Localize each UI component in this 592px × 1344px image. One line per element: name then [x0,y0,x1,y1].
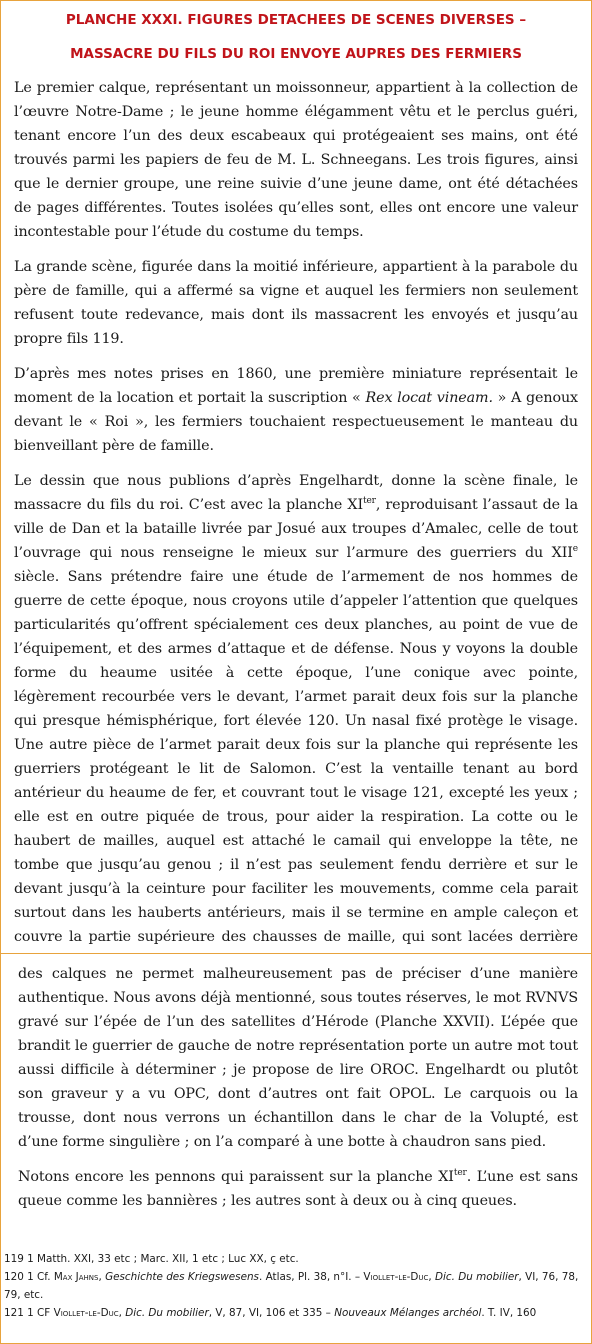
latin-inscription: Rex locat vineam. [365,390,493,406]
paragraph-3-text-b: » A genoux devant le « Roi », les fermiers touchaient respectueusement le manteau du bienveillant père de famille. [14,390,578,454]
page-title: PLANCHE XXXI. FIGURES DETACHEES DE SCENES DIVERSES – [65,12,527,28]
work-title: Nouveaux Mélanges archéol [334,1307,482,1319]
footnote-text: . Atlas, Pl. 38, n°I. – [258,1271,364,1283]
work-title: Dic. Du mobilier [435,1271,519,1283]
page-subtitle: MASSACRE DU FILS DU ROI ENVOYE AUPRES DES FERMIERS [70,46,522,62]
paragraph-3-text-a: D’après mes notes prises en 1860, une première miniature représentait le moment de la location et portait la suscription « [14,366,578,406]
superscript-ter: ter [453,1168,467,1179]
footnote-text: , [118,1307,126,1319]
paragraph-1: Le premier calque, représentant un moissonneur, appartient à la collection de l’œuvre Notre-Dame ; le jeune homme élégamment vêtu et le perclus guéri, tenant encore l’un des deux escabeaux qui protégeaient ses mains, ont été trouvés parmi les papiers de feu de M. L. Schneegans. Les trois figures, ainsi que le dernier groupe, une reine suivie d’une jeune dame, ont été détachées de pages différentes. Toutes isolées qu’elles sont, elles ont encore une valeur incontestable pour l’étude du costume du temps. [14,80,578,240]
footnote-text: 121 1 CF [4,1307,54,1319]
author-name: Viollet-le-Duc [53,1307,119,1319]
page-section-lower [0,954,592,1344]
paragraph-2: La grande scène, figurée dans la moitié inférieure, appartient à la parabole du père de famille, qui a affermé sa vigne et auquel les fermiers non seulement refusent toute redevance, mais dont ils massacrent les envoyés et jusqu’au propre fils 119. [14,259,578,347]
footnote-text: 120 1 Cf. [4,1271,54,1283]
paragraph-4-text-a: Le dessin que nous publions d’après Engelhardt, donne la scène finale, le massacre du fils du roi. C’est avec la planche XI [14,473,578,513]
paragraph-6 [18,1165,578,1213]
superscript-ter: ter [362,496,376,507]
paragraph-6-text-b: . L’une est sans queue comme les bannières ; les autres sont à deux ou à cinq queues. [18,1169,578,1209]
paragraph-6-text-a: Notons encore les pennons qui paraissent sur la planche XI [18,1169,454,1185]
paragraph-5: des calques ne permet malheureusement pas de préciser d’une manière authentique. Nous avons déjà mentionné, sous toutes réserves, le mot RVNVS gravé sur l’épée de l’un des satellites d’Hérode (Planche XXVII). L’épée que brandit le guerrier de gauche de notre représentation porte un autre mot tout aussi difficile à déterminer ; je propose de lire OROC. Engelhardt ou plutôt son graveur y a vu OPC, dont d’autres ont fait OPOL. Le carquois ou la trousse, dont nous verrons un échantillon dans le char de la Volupté, est d’une forme singulière ; on l’a comparé à une botte à chaudron sans pied. [18,966,578,1150]
footnote-text: , V, 87, VI, 106 et 335 – [208,1307,335,1319]
footnote-text: , [428,1271,436,1283]
author-name: Viollet-le-Duc [363,1271,429,1283]
paragraph-3 [14,362,578,458]
work-title: Geschichte des Kriegswesens [105,1271,259,1283]
work-title: Dic. Du mobilier [125,1307,209,1319]
footnote-text: , [98,1271,106,1283]
footnote-120 [4,1268,580,1304]
footnote-text: . T. IV, 160 [481,1307,537,1319]
paragraph-4 [14,469,578,954]
footnote-text: , VI, 76, 78, 79, etc. [4,1271,579,1301]
paragraph-4-text-c: siècle. Sans prétendre faire une étude de l’armement de nos hommes de guerre de cette époque, nous croyons utile d’appeler l’attention que quelques particularités qu’offrent spécialement ces deux planches, au point de vue de l’équipement, et des armes d’attaque et de défense. Nous y voyons la double forme du heaume usitée à cette époque, l’une conique avec pointe, légèrement recourbée vers le devant, l’armet parait deux fois sur la planche qui presque hémisphérique, fort élevée 120. Un nasal fixé protège le visage. Une autre pièce de l’armet parait deux fois sur la planche qui représente les guerriers protégeant le lit de Salomon. C’est la ventaille tenant au bord antérieur du heaume de fer, et couvrant tout le visage 121, excepté les yeux ; elle est en outre piquée de trous, pour aider la respiration. La cotte ou le haubert de mailles, auquel est attaché le camail qui enveloppe la tête, ne tombe que jusqu’au genou ; il n’est pas seulement fendu derrière et sur le devant jusqu’à la ceinture pour faciliter les mouvements, comme cela parait surtout dans les hauberts antérieurs, mais il se termine en ample caleçon et couvre la partie supérieure des chausses de maille, qui sont lacées derrière [14,569,578,945]
paragraph-4-text-b: , reproduisant l’assaut de la ville de Dan et la bataille livrée par Josué aux troupes d’Amalec, celle de tout l’ouvrage qui nous renseigne le mieux sur l’armure des guerriers du XII [14,497,578,561]
footnote-121 [4,1304,580,1322]
footnote-119: 119 1 Matth. XXI, 33 etc ; Marc. XII, 1 etc ; Luc XX, ç etc. [4,1253,299,1265]
superscript-e: e [572,544,578,555]
author-name: Max Jahns [53,1271,99,1283]
footnotes [4,1250,580,1322]
